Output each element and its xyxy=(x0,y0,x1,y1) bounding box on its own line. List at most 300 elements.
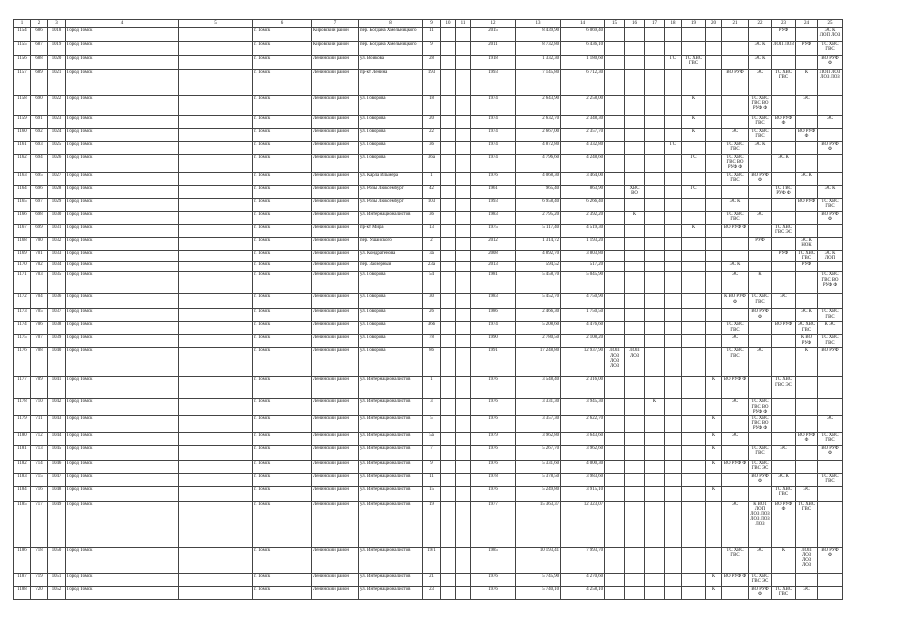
table-cell xyxy=(605,547,625,573)
table-cell xyxy=(179,262,253,272)
table-row xyxy=(14,348,843,377)
table-cell: 1976 xyxy=(471,173,516,186)
table-cell: 1026 xyxy=(48,155,66,173)
table-cell: РУФ xyxy=(749,238,772,251)
table-cell: 2 667,00 xyxy=(516,129,561,142)
table-cell: 1961 xyxy=(471,186,516,199)
table-cell: 11 xyxy=(423,473,441,486)
table-cell: ЭС К xyxy=(818,186,843,199)
table-cell: 1985 xyxy=(471,547,516,573)
table-row xyxy=(14,70,843,96)
table-cell: 689 xyxy=(31,70,48,96)
table-cell xyxy=(818,238,843,251)
table-cell xyxy=(456,586,471,599)
table-cell xyxy=(605,486,625,501)
table-cell: 1048 xyxy=(48,486,66,501)
table-cell: 1031 xyxy=(48,225,66,238)
table-cell xyxy=(625,70,645,96)
table-cell: 5 045,90 xyxy=(561,272,605,294)
table-cell: 1042 xyxy=(48,399,66,416)
table-cell xyxy=(625,238,645,251)
table-cell: ТС ХВС ГВС ЭС xyxy=(772,225,796,238)
table-cell xyxy=(706,501,722,547)
table-cell xyxy=(605,335,625,348)
table-cell: ТС ХВС ГВС xyxy=(772,486,796,501)
column-number: 8 xyxy=(359,20,423,28)
table-cell: г. Томск xyxy=(253,309,312,322)
table-cell xyxy=(441,70,456,96)
table-cell: Город Томск xyxy=(66,573,179,586)
table-cell: ЭС xyxy=(772,445,796,460)
table-cell xyxy=(625,501,645,547)
table-cell xyxy=(179,460,253,473)
table-cell: ЛОП ЛОЗ ЛОЗ ЛОЗ xyxy=(796,547,818,573)
table-cell: 707 xyxy=(31,335,48,348)
table-cell xyxy=(645,129,665,142)
table-cell xyxy=(722,28,749,42)
table-cell: ТС ХВС ГВС xyxy=(772,586,796,599)
table-cell xyxy=(818,262,843,272)
table-cell: 1049 xyxy=(48,501,66,547)
table-cell: Ленинский район xyxy=(312,586,359,599)
table-cell: РУФ xyxy=(772,251,796,262)
table-cell: 1976 xyxy=(471,573,516,586)
table-cell xyxy=(665,212,682,225)
table-cell xyxy=(605,212,625,225)
table-cell xyxy=(682,501,706,547)
table-row xyxy=(14,586,843,599)
table-cell xyxy=(645,460,665,473)
table-cell xyxy=(456,96,471,116)
table-cell xyxy=(179,186,253,199)
table-cell xyxy=(706,186,722,199)
table-cell: 1169 xyxy=(14,251,31,262)
table-cell: ВО РУФ Ф xyxy=(772,501,796,547)
table-cell: 36а xyxy=(423,155,441,173)
table-cell: К ВО РУФ Ф xyxy=(722,294,749,309)
table-cell: 709 xyxy=(31,377,48,399)
table-cell xyxy=(818,460,843,473)
table-cell xyxy=(665,573,682,586)
table-cell: 15 363,37 xyxy=(516,501,561,547)
table-cell: Ленинский район xyxy=(312,460,359,473)
table-cell: г. Томск xyxy=(253,348,312,377)
table-cell: 696 xyxy=(31,186,48,199)
table-cell: Город Томск xyxy=(66,348,179,377)
table-cell: ЭС xyxy=(796,486,818,501)
table-cell: К ЭС xyxy=(818,322,843,335)
table-cell xyxy=(796,294,818,309)
table-cell xyxy=(645,70,665,96)
table-cell: Ленинский район xyxy=(312,199,359,212)
table-cell: ул. Говорова xyxy=(359,335,423,348)
table-cell xyxy=(456,155,471,173)
table-cell xyxy=(722,116,749,129)
table-cell: ЭС xyxy=(796,96,818,116)
table-cell: 3 464,00 xyxy=(561,173,605,186)
table-cell xyxy=(179,116,253,129)
table-cell xyxy=(456,432,471,445)
table-cell xyxy=(818,377,843,399)
table-cell: ТС ХВС ГВС xyxy=(749,294,772,309)
table-cell xyxy=(625,547,645,573)
table-cell: 1164 xyxy=(14,186,31,199)
table-cell: г. Томск xyxy=(253,486,312,501)
table-cell xyxy=(682,335,706,348)
table-cell: 2 108,20 xyxy=(561,335,605,348)
table-cell xyxy=(645,186,665,199)
table-cell: 15 xyxy=(423,486,441,501)
table-row xyxy=(14,445,843,460)
table-cell: Город Томск xyxy=(66,173,179,186)
table-cell: 86 xyxy=(423,348,441,377)
table-cell xyxy=(625,262,645,272)
table-cell: г. Томск xyxy=(253,70,312,96)
table-cell xyxy=(665,116,682,129)
table-cell xyxy=(772,173,796,186)
table-cell xyxy=(645,322,665,335)
table-cell xyxy=(722,42,749,56)
table-cell xyxy=(749,186,772,199)
table-cell: ГС xyxy=(682,155,706,173)
table-cell: ул. Говорова xyxy=(359,294,423,309)
table-cell xyxy=(456,399,471,416)
table-cell: Город Томск xyxy=(66,335,179,348)
table-cell: РУФ xyxy=(796,42,818,56)
column-number: 18 xyxy=(665,20,682,28)
table-cell xyxy=(605,173,625,186)
table-cell: ТС ХВС ГВС ЭС xyxy=(749,573,772,586)
table-row xyxy=(14,416,843,433)
table-cell: Город Томск xyxy=(66,486,179,501)
table-cell: ЭС xyxy=(772,294,796,309)
table-cell: 1163 xyxy=(14,173,31,186)
table-cell: 1158 xyxy=(14,96,31,116)
table-cell xyxy=(179,225,253,238)
table-cell: 2011 xyxy=(471,42,516,56)
table-cell: ЭС xyxy=(722,335,749,348)
table-cell xyxy=(749,251,772,262)
table-cell xyxy=(625,432,645,445)
column-number: 16 xyxy=(625,20,645,28)
table-cell xyxy=(665,173,682,186)
table-cell: 3 xyxy=(423,399,441,416)
column-number: 5 xyxy=(179,20,253,28)
table-cell: 1976 xyxy=(471,377,516,399)
table-cell xyxy=(645,416,665,433)
table-cell xyxy=(796,272,818,294)
table-cell: 7 145,80 xyxy=(516,70,561,96)
table-cell xyxy=(456,116,471,129)
table-cell: 4 332,80 xyxy=(561,142,605,155)
table-cell: г. Томск xyxy=(253,399,312,416)
table-cell: 1184 xyxy=(14,486,31,501)
table-cell: 703 xyxy=(31,272,48,294)
table-cell: 702 xyxy=(31,262,48,272)
table-cell: ул. Интернационалистов xyxy=(359,586,423,599)
column-number: 17 xyxy=(645,20,665,28)
table-cell xyxy=(645,272,665,294)
table-cell xyxy=(441,377,456,399)
column-number: 11 xyxy=(456,20,471,28)
table-cell xyxy=(441,335,456,348)
table-cell: 17 248,80 xyxy=(516,348,561,377)
table-cell: пр-кт Ленина xyxy=(359,70,423,96)
table-cell: 1156 xyxy=(14,56,31,70)
table-cell: ул. Интернационалистов xyxy=(359,445,423,460)
table-cell: ВО РУФ xyxy=(722,70,749,96)
table-cell xyxy=(749,335,772,348)
table-cell xyxy=(682,416,706,433)
table-cell: Ленинский район xyxy=(312,473,359,486)
table-cell: РУФ xyxy=(772,28,796,42)
table-cell: Ленинский район xyxy=(312,348,359,377)
table-cell xyxy=(456,225,471,238)
table-cell: 1044 xyxy=(48,432,66,445)
table-cell xyxy=(456,445,471,460)
table-cell: К xyxy=(706,573,722,586)
table-cell: ул. Интернационалистов xyxy=(359,547,423,573)
table-cell xyxy=(818,173,843,186)
table-cell: 5 740,10 xyxy=(516,586,561,599)
table-cell: 2013 xyxy=(471,262,516,272)
table-cell xyxy=(605,96,625,116)
table-cell xyxy=(682,586,706,599)
table-cell xyxy=(772,348,796,377)
table-cell: 1175 xyxy=(14,335,31,348)
table-cell xyxy=(645,96,665,116)
table-cell: ТС ХВС ГВС xyxy=(796,251,818,262)
table-row xyxy=(14,212,843,225)
table-cell xyxy=(796,186,818,199)
table-cell: ТС ХВС ГВС xyxy=(682,56,706,70)
table-cell xyxy=(772,460,796,473)
table-cell: Город Томск xyxy=(66,416,179,433)
table-cell: 1051 xyxy=(48,573,66,586)
table-cell xyxy=(706,129,722,142)
table-cell: Город Томск xyxy=(66,28,179,42)
table-cell: Ленинский район xyxy=(312,445,359,460)
table-cell: 5 452,70 xyxy=(516,294,561,309)
table-cell xyxy=(772,96,796,116)
table-cell xyxy=(796,573,818,586)
table-cell: 5 249,80 xyxy=(516,486,561,501)
table-cell xyxy=(605,460,625,473)
table-cell xyxy=(605,56,625,70)
table-cell: Ленинский район xyxy=(312,70,359,96)
table-cell: 694 xyxy=(31,155,48,173)
table-cell: 8 732,80 xyxy=(516,42,561,56)
table-cell xyxy=(796,225,818,238)
table-cell: 3 962,80 xyxy=(516,432,561,445)
table-cell: г. Томск xyxy=(253,116,312,129)
table-cell xyxy=(772,309,796,322)
table-cell xyxy=(645,335,665,348)
table-cell: ул. Интернационалистов xyxy=(359,573,423,586)
table-cell: Город Томск xyxy=(66,432,179,445)
table-cell xyxy=(179,155,253,173)
table-cell: Ленинский район xyxy=(312,272,359,294)
table-cell: 2008 xyxy=(471,251,516,262)
table-cell xyxy=(665,262,682,272)
table-cell xyxy=(625,322,645,335)
table-cell: 1029 xyxy=(48,199,66,212)
table-cell: г. Томск xyxy=(253,547,312,573)
table-cell: ТС ГВС РУФ Ф xyxy=(772,186,796,199)
table-cell: 705 xyxy=(31,309,48,322)
table-cell xyxy=(179,309,253,322)
table-cell xyxy=(682,399,706,416)
table-cell: г. Томск xyxy=(253,416,312,433)
table-cell: 23 xyxy=(423,586,441,599)
table-cell xyxy=(441,272,456,294)
table-cell xyxy=(605,186,625,199)
table-cell xyxy=(706,348,722,377)
table-cell xyxy=(625,377,645,399)
table-cell xyxy=(818,486,843,501)
table-cell xyxy=(441,142,456,155)
table-cell: ЭС xyxy=(722,432,749,445)
table-row xyxy=(14,335,843,348)
table-cell: 1990 xyxy=(471,335,516,348)
table-cell xyxy=(625,486,645,501)
table-cell xyxy=(441,445,456,460)
column-number: 1 xyxy=(14,20,31,28)
table-row xyxy=(14,173,843,186)
table-cell: 1032 xyxy=(48,238,66,251)
table-cell: 1976 xyxy=(471,486,516,501)
table-cell: ул. Интернационалистов xyxy=(359,212,423,225)
table-cell xyxy=(665,129,682,142)
table-cell: 701 xyxy=(31,251,48,262)
table-cell: ТС ХВС ГВС xyxy=(722,173,749,186)
table-cell: 711 xyxy=(31,416,48,433)
table-cell: г. Томск xyxy=(253,56,312,70)
table-cell: ТС ХВС ГВС xyxy=(722,322,749,335)
table-cell: 1050 xyxy=(48,547,66,573)
table-cell: 3 915,10 xyxy=(561,486,605,501)
table-cell: 1974 xyxy=(471,155,516,173)
table-cell: ВО РУФ Ф xyxy=(818,547,843,573)
table-cell xyxy=(665,238,682,251)
table-cell: 7 xyxy=(423,445,441,460)
table-cell xyxy=(818,155,843,173)
table-cell xyxy=(441,294,456,309)
table-cell: Город Томск xyxy=(66,399,179,416)
table-cell xyxy=(706,225,722,238)
table-cell xyxy=(625,399,645,416)
table-row xyxy=(14,129,843,142)
table-cell: 706 xyxy=(31,322,48,335)
table-cell xyxy=(625,155,645,173)
table-cell xyxy=(625,56,645,70)
table-cell xyxy=(665,432,682,445)
table-cell xyxy=(796,155,818,173)
table-cell xyxy=(179,573,253,586)
table-cell: г. Томск xyxy=(253,432,312,445)
table-cell xyxy=(605,142,625,155)
table-cell: ТС ХВС ГВС xyxy=(818,335,843,348)
table-cell xyxy=(441,322,456,335)
table-cell: пер. Богдана Хмельницкого xyxy=(359,28,423,42)
table-cell xyxy=(682,142,706,155)
column-number: 4 xyxy=(66,20,179,28)
table-cell: 714 xyxy=(31,460,48,473)
table-cell xyxy=(665,96,682,116)
table-cell: ул. Интернационалистов xyxy=(359,460,423,473)
table-cell: 7 993,70 xyxy=(561,547,605,573)
table-cell: 1162 xyxy=(14,155,31,173)
table-cell: г. Томск xyxy=(253,573,312,586)
table-cell xyxy=(605,586,625,599)
table-cell: 4 750,90 xyxy=(561,294,605,309)
table-cell xyxy=(179,129,253,142)
table-cell: Ленинский район xyxy=(312,155,359,173)
table-cell: 1991 xyxy=(471,348,516,377)
column-number: 20 xyxy=(706,20,722,28)
table-cell xyxy=(441,416,456,433)
table-cell xyxy=(706,212,722,225)
table-cell xyxy=(605,501,625,547)
table-cell: 54 xyxy=(423,272,441,294)
table-cell xyxy=(179,173,253,186)
table-cell xyxy=(605,70,625,96)
table-cell: 2 632,70 xyxy=(516,116,561,129)
table-cell xyxy=(605,42,625,56)
table-cell xyxy=(456,486,471,501)
table-cell: Город Томск xyxy=(66,199,179,212)
table-cell: г. Томск xyxy=(253,377,312,399)
table-cell: 1179 xyxy=(14,416,31,433)
table-cell: г. Томск xyxy=(253,199,312,212)
table-cell: 3 548,40 xyxy=(516,377,561,399)
table-cell: ЭС xyxy=(749,212,772,225)
table-cell: К xyxy=(682,225,706,238)
table-cell xyxy=(772,129,796,142)
table-cell: 697 xyxy=(31,199,48,212)
table-cell xyxy=(706,272,722,294)
table-cell: 713 xyxy=(31,445,48,460)
table-cell xyxy=(665,322,682,335)
table-cell: Ленинский район xyxy=(312,486,359,501)
table-cell: 2015 xyxy=(471,28,516,42)
table-cell: 1033 xyxy=(48,251,66,262)
table-cell: г. Томск xyxy=(253,501,312,547)
table-cell xyxy=(818,586,843,599)
table-cell: 1037 xyxy=(48,309,66,322)
table-cell: 4 270,60 xyxy=(561,573,605,586)
table-cell xyxy=(441,116,456,129)
table-cell xyxy=(441,586,456,599)
table-cell: 1036 xyxy=(48,294,66,309)
table-cell xyxy=(682,199,706,212)
table-cell: г. Томск xyxy=(253,445,312,460)
table-row xyxy=(14,142,843,155)
table-cell: ВО РУФ Ф xyxy=(722,377,749,399)
table-cell: 3 357,30 xyxy=(516,416,561,433)
table-cell: Ленинский район xyxy=(312,573,359,586)
table-cell: ул. Говорова xyxy=(359,142,423,155)
table-cell: 12 323,07 xyxy=(561,501,605,547)
table-cell: 5 378,50 xyxy=(516,473,561,486)
table-cell xyxy=(456,186,471,199)
table-cell: 3 962,60 xyxy=(561,445,605,460)
table-cell: К xyxy=(706,416,722,433)
table-cell xyxy=(456,70,471,96)
table-cell: 11 xyxy=(423,28,441,42)
table-cell xyxy=(706,173,722,186)
table-cell: 103 xyxy=(423,199,441,212)
